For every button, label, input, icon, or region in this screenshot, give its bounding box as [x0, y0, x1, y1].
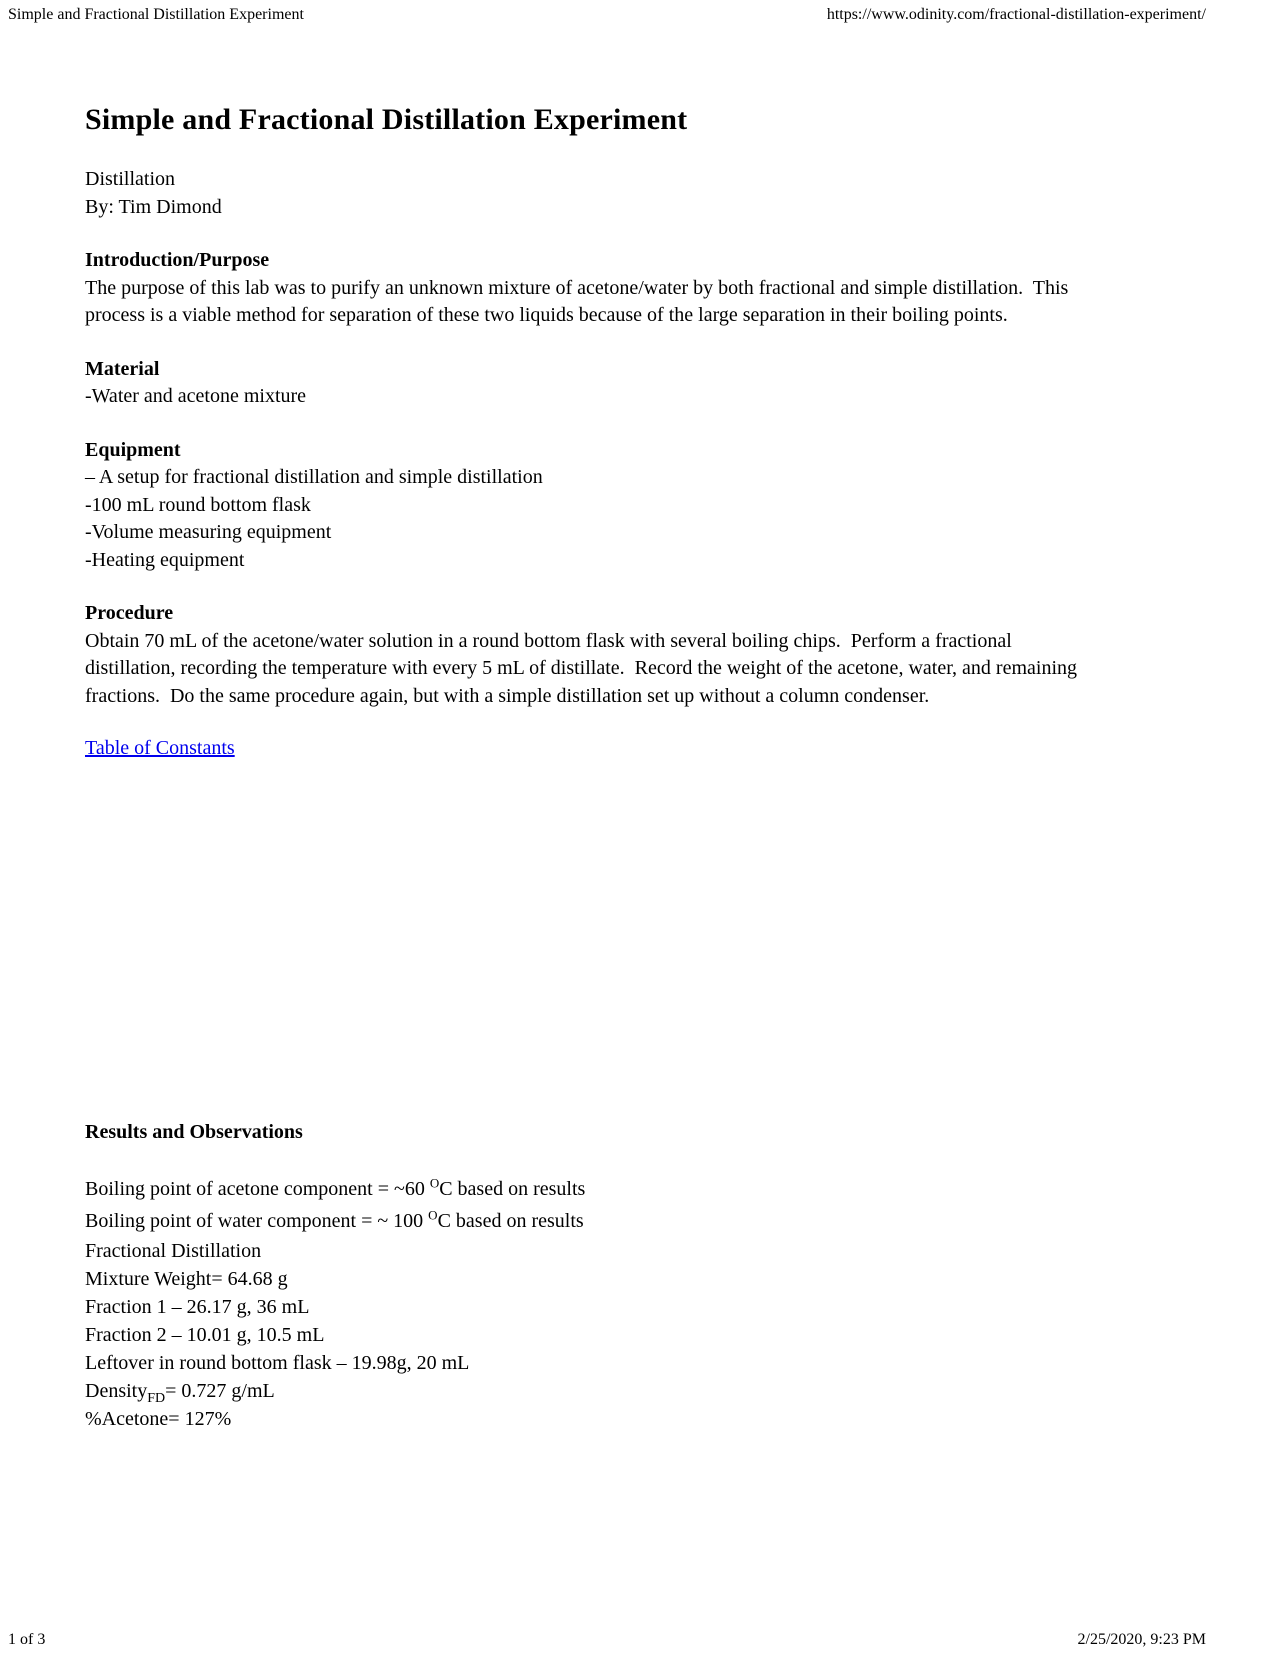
superscript-o: O	[428, 1207, 438, 1223]
subscript-fd: FD	[147, 1391, 166, 1406]
byline-line-author: By: Tim Dimond	[85, 195, 222, 218]
print-footer	[8, 1630, 1206, 1650]
result-fraction-2: Fraction 2 – 10.01 g, 10.5 mL	[85, 1324, 325, 1346]
header-url: https://www.odinity.com/fractional-distillation-experiment/	[826, 6, 1206, 23]
result-leftover: Leftover in round bottom flask – 19.98g, 20 mL	[85, 1352, 470, 1374]
document-content	[85, 0, 1100, 1433]
byline-line-distillation: Distillation	[85, 168, 175, 190]
header-document-title: Simple and Fractional Distillation Experiment	[8, 6, 304, 23]
blank-image-region	[85, 763, 1100, 1093]
heading-material: Material	[85, 357, 160, 380]
result-acetone-percent: %Acetone= 127%	[85, 1408, 232, 1430]
procedure-paragraph: Obtain 70 mL of the acetone/water solution in a round bottom flask with several boiling chips. Perform a fractional distillation, recording the temperature with every 5 mL of distillate. Record the weight of the acetone, water, and remaining fractions. Do the same procedure again, but with a simple distillation set up without a column condenser.	[85, 629, 1083, 707]
result-fractional-distillation: Fractional Distillation	[85, 1240, 262, 1262]
superscript-o: O	[429, 1175, 440, 1191]
equipment-item: -Heating equipment	[85, 548, 245, 571]
page-title: Simple and Fractional Distillation Experiment	[85, 103, 688, 136]
result-boiling-point-acetone: Boiling point of acetone component = ~60 $^O$C based on results	[85, 1175, 586, 1200]
equipment-item: – A setup for fractional distillation and simple distillation	[85, 466, 543, 488]
equipment-item: -Volume measuring equipment	[85, 521, 332, 543]
table-of-constants-link[interactable]: Table of Constants	[85, 737, 235, 759]
table-of-constants-link-wrap	[85, 735, 1100, 763]
result-fraction-1: Fraction 1 – 26.17 g, 36 mL	[85, 1296, 310, 1318]
footer-timestamp: 2/25/2020, 9:23 PM	[1077, 1631, 1206, 1648]
result-mixture-weight: Mixture Weight= 64.68 g	[85, 1268, 288, 1290]
introduction-paragraph: The purpose of this lab was to purify an unknown mixture of acetone/water by both fractional and simple distillation. This process is a viable method for separation of these two liquids because of the large separation in their boiling points.	[85, 276, 1074, 326]
heading-equipment: Equipment	[85, 438, 181, 461]
heading-results: Results and Observations	[85, 1120, 303, 1143]
heading-procedure: Procedure	[85, 602, 174, 624]
footer-page-number: 1 of 3	[8, 1631, 46, 1648]
result-boiling-point-water: Boiling point of water component = ~ 100 $^O$C based on results	[85, 1207, 584, 1232]
byline	[85, 166, 1100, 221]
result-density: Density$_{FD}$= 0.727 g/mL	[85, 1380, 275, 1406]
results-block	[85, 1173, 1100, 1433]
heading-introduction: Introduction/Purpose	[85, 249, 270, 271]
material-item: -Water and acetone mixture	[85, 385, 307, 407]
equipment-item: -100 mL round bottom flask	[85, 493, 311, 516]
